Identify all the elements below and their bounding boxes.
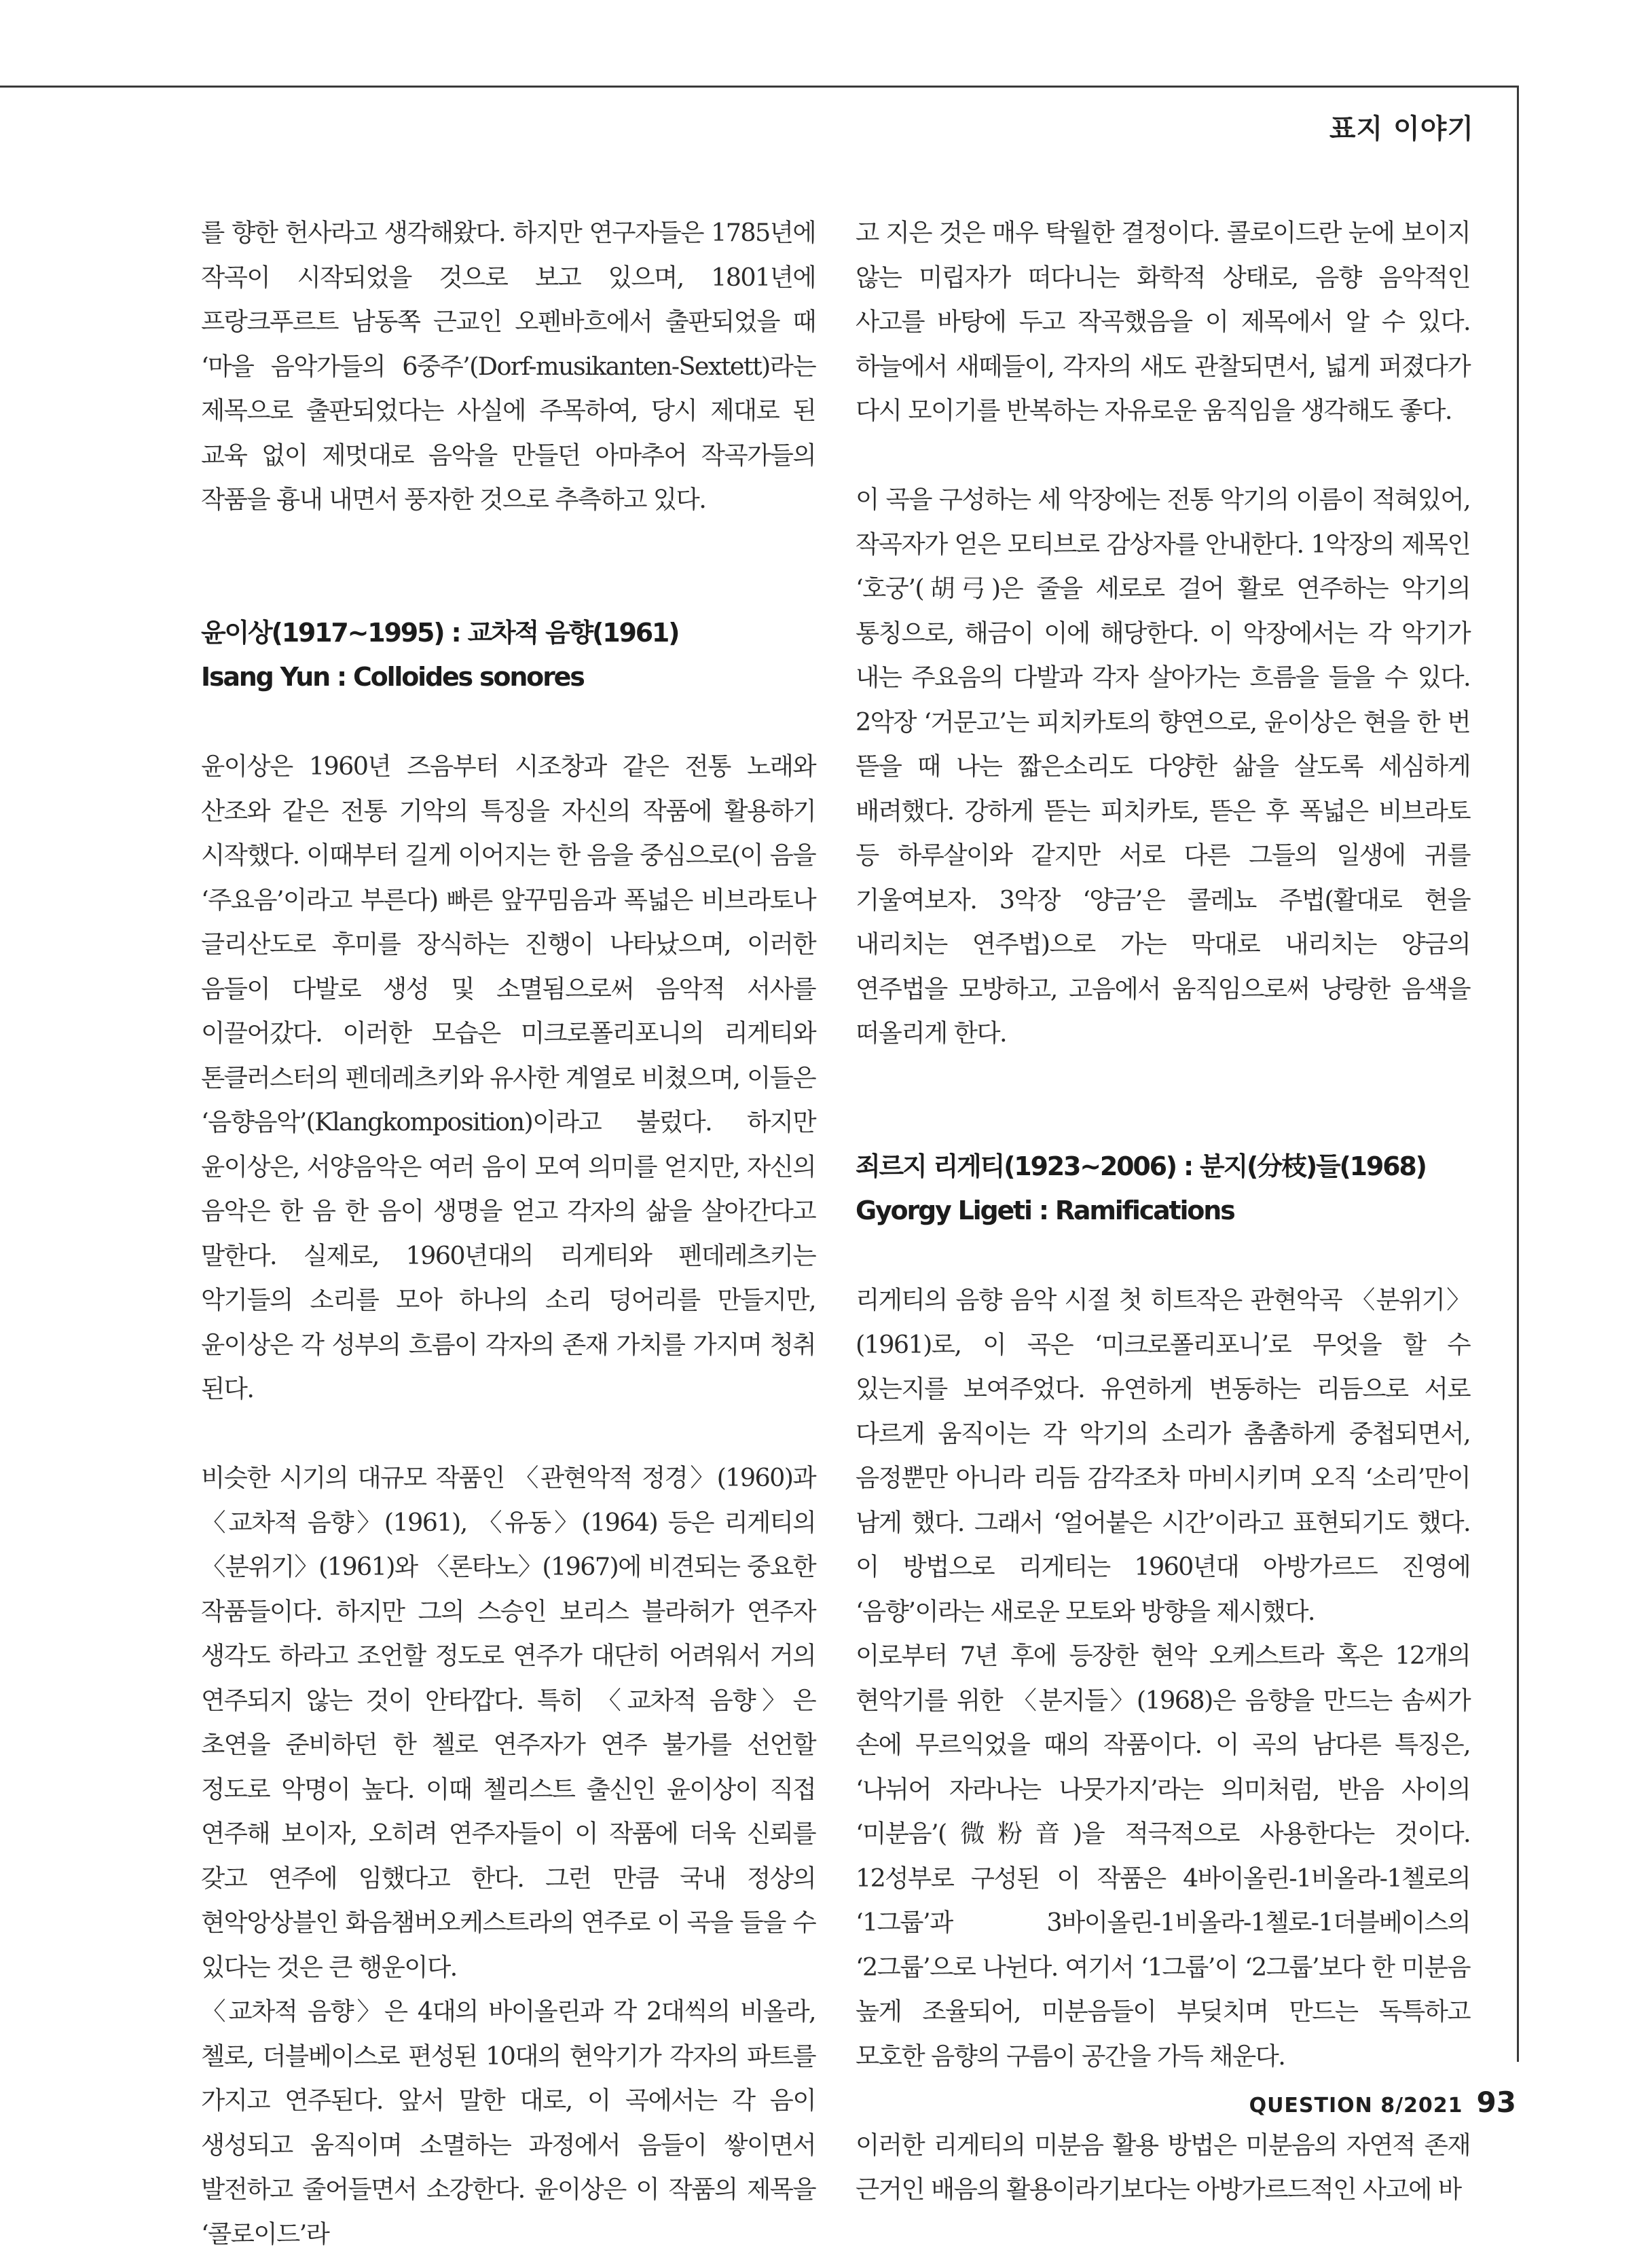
left-paragraph-4: 〈교차적 음향〉은 4대의 바이올린과 각 2대씩의 비올라, 첼로, 더블베이스로 편성된 10대의 현악기가 각자의 파트를 가지고 연주된다. 앞서 말한 대로, 이 곡에서는 각 음이 생성되고 움직이며 소멸하는 과정에서 음들이 쌓이면서 발전하고 줄어들면서 소강한다. 윤이상은 이 작품의 제목을 ‘콜로이드’라 (201, 1997, 815, 2249)
spacer (201, 1411, 815, 1456)
right-paragraph-4: 이로부터 7년 후에 등장한 현악 오케스트라 혹은 12개의 현악기를 위한 〈분지들〉(1968)은 음향을 만드는 솜씨가 손에 무르익었을 때의 작품이다. 이 곡의 남다른 특징은, ‘나뉘어 자라나는 나뭇가지’라는 의미처럼, 반음 사이의 ‘미분음’(微粉音)을 적극적으로 사용한다는 것이다. 12성부로 구성된 이 작품은 4바이올린-1비올라-1첼로의 ‘1그룹’과 3바이올린-1비올라-1첼로-1더블베이스의 ‘2그룹’으로 나뉜다. 여기서 ‘1그룹’이 ‘2그룹’보다 한 미분음 높게 조율되어, 미분음들이 부딪치며 만드는 독특하고 모호한 음향의 구름이 공간을 가득 채운다. (856, 1641, 1470, 2071)
frame-right-rule (1517, 86, 1519, 2062)
ligeti-heading-korean: 죄르지 리게티(1923~2006) : 분지(分枝)들(1968) (856, 1151, 1426, 1181)
left-paragraph-1: 를 향한 헌사라고 생각해왔다. 하지만 연구자들은 1785년에 작곡이 시작되었을 것으로 보고 있으며, 1801년에 프랑크푸르트 남동쪽 근교인 오펜바흐에서 출판되었을 때 ‘마을 음악가들의 6중주’(Dorf-musikanten-Sextett)라는 제목으로 출판되었다는 사실에 주목하여, 당시 제대로 된 교육 없이 제멋대로 음악을 만들던 아마추어 작곡가들의 작품을 흉내 내면서 풍자한 것으로 추측하고 있다. (201, 218, 815, 514)
page-number: 93 (1476, 2086, 1516, 2119)
right-column (856, 210, 1470, 2212)
section-label: 표지 이야기 (1329, 113, 1474, 145)
spacer (201, 700, 815, 745)
spacer (856, 1056, 1470, 1145)
yun-heading-korean: 윤이상(1917~1995) : 교차적 음향(1961) (201, 617, 679, 648)
page-footer (1249, 2086, 1516, 2119)
spacer (856, 433, 1470, 478)
spacer (856, 1234, 1470, 1278)
right-paragraph-2: 이 곡을 구성하는 세 악장에는 전통 악기의 이름이 적혀있어, 작곡자가 얻은 모티브로 감상자를 안내한다. 1악장의 제목인 ‘호궁’(胡弓)은 줄을 세로로 걸어 활로 연주하는 악기의 통칭으로, 해금이 이에 해당한다. 이 악장에서는 각 악기가 내는 주요음의 다발과 각자 살아가는 흐름을 들을 수 있다. 2악장 ‘거문고’는 피치카토의 향연으로, 윤이상은 현을 한 번 뜯을 때 나는 짧은소리도 다양한 삶을 살도록 세심하게 배려했다. 강하게 뜯는 피치카토, 뜯은 후 폭넓은 비브라토 등 하루살이와 같지만 서로 다른 그들의 일생에 귀를 기울여보자. 3악장 ‘양금’은 콜레뇨 주법(활대로 현을 내리치는 연주법)으로 가는 막대로 내리치는 양금의 연주법을 모방하고, 고음에서 움직임으로써 낭랑한 음색을 떠올리게 한다. (856, 485, 1470, 1048)
right-paragraph-1: 고 지은 것은 매우 탁월한 결정이다. 콜로이드란 눈에 보이지 않는 미립자가 떠다니는 화학적 상태로, 음향 음악적인 사고를 바탕에 두고 작곡했음을 이 제목에서 알 수 있다. 하늘에서 새떼들이, 각자의 새도 관찰되면서, 넓게 퍼졌다가 다시 모이기를 반복하는 자유로운 움직임을 생각해도 좋다. (856, 218, 1470, 425)
frame-top-rule (0, 86, 1519, 88)
spacer (201, 522, 815, 611)
ligeti-heading-english: Gyorgy Ligeti : Ramifications (856, 1196, 1234, 1225)
issue-label: QUESTION 8/2021 (1249, 2094, 1463, 2118)
left-paragraph-2: 윤이상은 1960년 즈음부터 시조창과 같은 전통 노래와 산조와 같은 전통 기악의 특징을 자신의 작품에 활용하기 시작했다. 이때부터 길게 이어지는 한 음을 중심으로(이 음을 ‘주요음’이라고 부른다) 빠른 앞꾸밈음과 폭넓은 비브라토나 글리산도로 후미를 장식하는 진행이 나타났으며, 이러한 음들이 다발로 생성 및 소멸됨으로써 음악적 서사를 이끌어갔다. 이러한 모습은 미크로폴리포니의 리게티와 톤클러스터의 펜데레츠키와 유사한 계열로 비쳤으며, 이들은 ‘음향음악’(Klangkomposition)이라고 불렀다. 하지만 윤이상은, 서양음악은 여러 음이 모여 의미를 얻지만, 자신의 음악은 한 음 한 음이 생명을 얻고 각자의 삶을 살아간다고 말한다. 실제로, 1960년대의 리게티와 펜데레츠키는 악기들의 소리를 모아 하나의 소리 덩어리를 만들지만, 윤이상은 각 성부의 흐름이 각자의 존재 가치를 가지며 청취 된다. (201, 752, 815, 1403)
right-paragraph-3: 리게티의 음향 음악 시절 첫 히트작은 관현악곡 〈분위기〉(1961)로, 이 곡은 ‘미크로폴리포니’로 무엇을 할 수 있는지를 보여주었다. 유연하게 변동하는 리듬으로 서로 다르게 움직이는 각 악기의 소리가 촘촘하게 중첩되면서, 음정뿐만 아니라 리듬 감각조차 마비시키며 오직 ‘소리’만이 남게 했다. 그래서 ‘얼어붙은 시간’이라고 표현되기도 했다. 이 방법으로 리게티는 1960년대 아방가르드 진영에 ‘음향’이라는 새로운 모토와 방향을 제시했다. (856, 1285, 1470, 1626)
yun-heading-english: Isang Yun : Colloides sonores (201, 662, 584, 692)
left-paragraph-3: 비슷한 시기의 대규모 작품인 〈관현악적 정경〉(1960)과 〈교차적 음향〉(1961), 〈유동〉(1964) 등은 리게티의 〈분위기〉(1961)와 〈론타노〉(1967)에 비견되는 중요한 작품들이다. 하지만 그의 스승인 보리스 블라허가 연주자 생각도 하라고 조언할 정도로 연주가 대단히 어려워서 거의 연주되지 않는 것이 안타깝다. 특히 〈교차적 음향〉은 초연을 준비하던 한 첼로 연주자가 연주 불가를 선언할 정도로 악명이 높다. 이때 첼리스트 출신인 윤이상이 직접 연주해 보이자, 오히려 연주자들이 이 작품에 더욱 신뢰를 갖고 연주에 임했다고 한다. 그런 만큼 국내 정상의 현악앙상블인 화음챔버오케스트라의 연주로 이 곡을 들을 수 있다는 것은 큰 행운이다. (201, 1463, 815, 1982)
left-column (201, 210, 815, 2256)
right-paragraph-5: 이러한 리게티의 미분음 활용 방법은 미분음의 자연적 존재 근거인 배음의 활용이라기보다는 아방가르드적인 사고에 바 (856, 2130, 1470, 2204)
